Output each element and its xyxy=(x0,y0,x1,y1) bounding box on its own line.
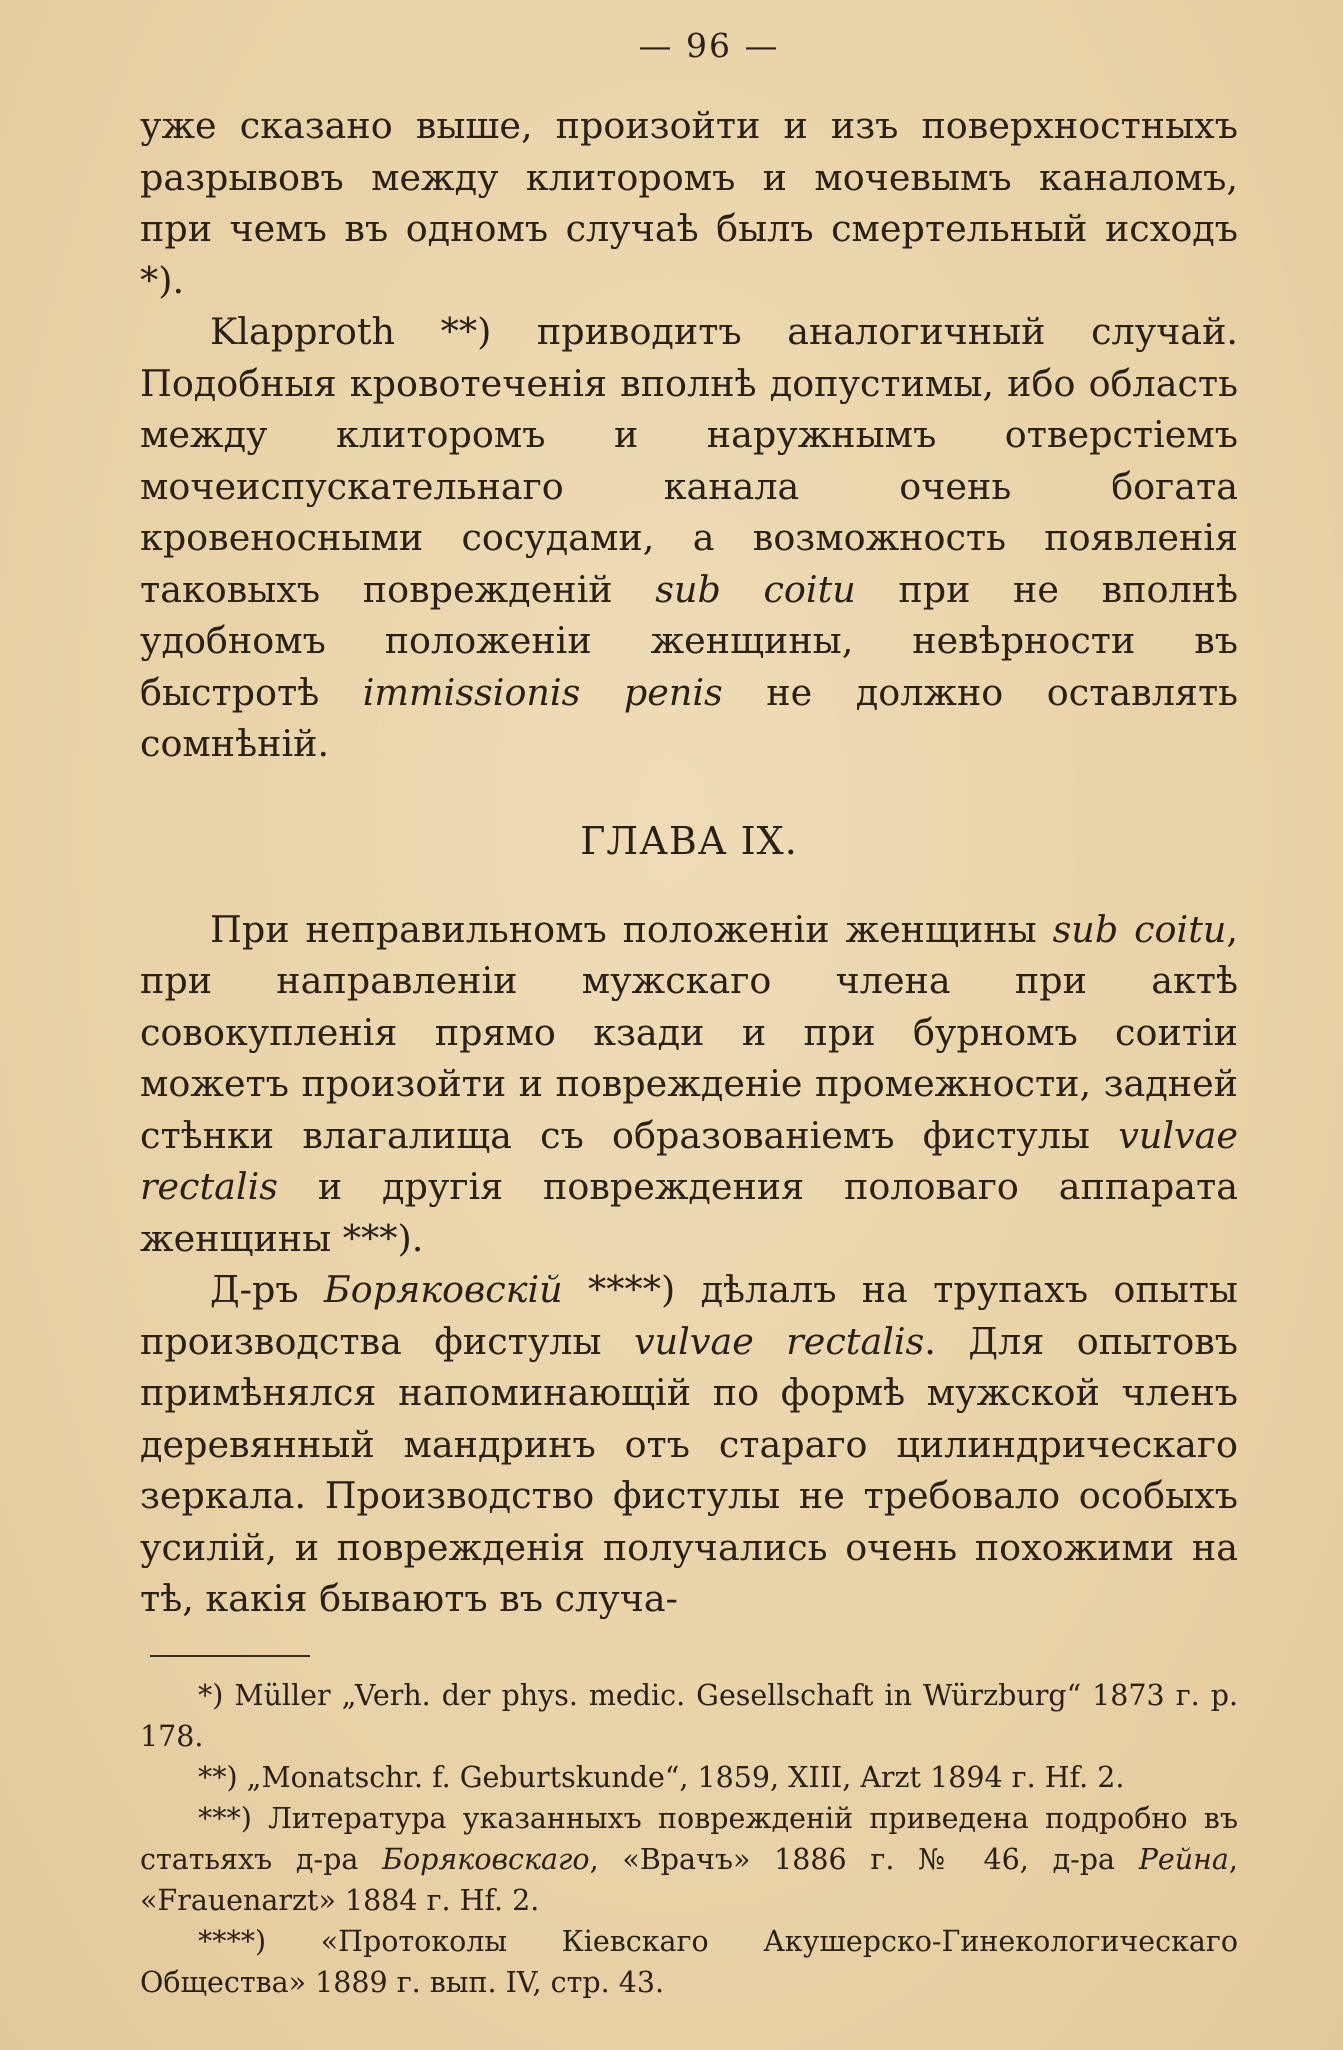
footnote-2 xyxy=(140,1757,1238,1798)
text-run: и другія повреждения половаго аппарата женщины ***). xyxy=(140,1165,1238,1260)
paragraph-chapter-start xyxy=(140,904,1238,1265)
text-run: , «Врачъ» 1886 г. № 46, д-ра xyxy=(589,1842,1139,1876)
italic-text: Боряковскаго xyxy=(382,1842,590,1876)
chapter-heading: ГЛАВА IX. xyxy=(580,818,798,863)
italic-text: immissionis penis xyxy=(362,670,723,714)
text-run: ****) дѣлалъ на трупахъ опыты производства фистулы xyxy=(140,1268,1238,1363)
text-run: . Для опытовъ примѣнялся напоминающій по формѣ мужской членъ деревянный мандринъ отъ стараго цилиндрическаго зеркала. Производство фистулы не требовало особыхъ усилій, и поврежденія получались очень похожими на тѣ, какія бываютъ въ случа- xyxy=(140,1319,1238,1620)
italic-text: vulvae rectalis xyxy=(140,1113,1238,1208)
paragraph-continuation xyxy=(140,100,1238,306)
text-run: , «Frauenarzt» 1884 г. Hf. 2. xyxy=(140,1842,1238,1917)
footnote-3 xyxy=(140,1798,1238,1921)
footnote-divider xyxy=(150,1655,310,1657)
text-run: ****) «Протоколы Кіевскаго Акушерско-Гинекологическаго Общества» 1889 г. вып. IV, стр. 43. xyxy=(140,1924,1238,1999)
text-run: **) „Monatschr. f. Geburtskunde“, 1859, XIII, Arzt 1894 г. Hf. 2. xyxy=(198,1760,1125,1794)
italic-text: sub coitu xyxy=(655,567,856,611)
text-run: *) Müller „Verh. der phys. medic. Gesellschaft in Würzburg“ 1873 г. p. 178. xyxy=(140,1678,1238,1753)
text-run: при не вполнѣ удобномъ положеніи женщины, невѣрности въ быстротѣ xyxy=(140,567,1238,714)
text-run: Д-ръ xyxy=(210,1268,324,1311)
italic-text: sub coitu xyxy=(1052,907,1227,951)
footnote-1 xyxy=(140,1675,1238,1757)
text-run: не должно оставлять сомнѣній. xyxy=(140,670,1239,765)
text-run: , при направленіи мужскаго члена при актѣ совокупленія прямо кзади и при бурномъ соитіи можетъ произойти и поврежденіе промежности, задней стѣнки влагалища съ образованіемъ фистулы xyxy=(140,907,1238,1157)
text-run: При неправильномъ положеніи женщины xyxy=(210,907,1053,951)
page-number: — 96 — xyxy=(638,26,780,65)
text-run: уже сказано выше, произойти и изъ поверхностныхъ разрывовъ между клиторомъ и мочевымъ каналомъ, при чемъ въ одномъ случаѣ былъ смертельный исходъ *). xyxy=(140,104,1238,302)
italic-text: vulvae rectalis xyxy=(634,1319,925,1363)
paragraph-boryakovsky xyxy=(140,1264,1238,1625)
footnote-4 xyxy=(140,1921,1238,2003)
italic-text: Рейна xyxy=(1138,1842,1229,1876)
text-run: ***) Литература указанныхъ поврежденій приведена подробно въ статьяхъ д-ра xyxy=(140,1801,1238,1876)
italic-text: Боряковскій xyxy=(323,1268,563,1311)
text-run: Klapproth **) приводитъ аналогичный случай. Подобныя кровотеченія вполнѣ допустимы, ибо область между клиторомъ и наружнымъ отверстіемъ мочеиспускательнаго канала очень богата кровеносными сосудами, а возможность появленія таковыхъ поврежденій xyxy=(140,310,1238,611)
paragraph-klapproth xyxy=(140,306,1238,770)
